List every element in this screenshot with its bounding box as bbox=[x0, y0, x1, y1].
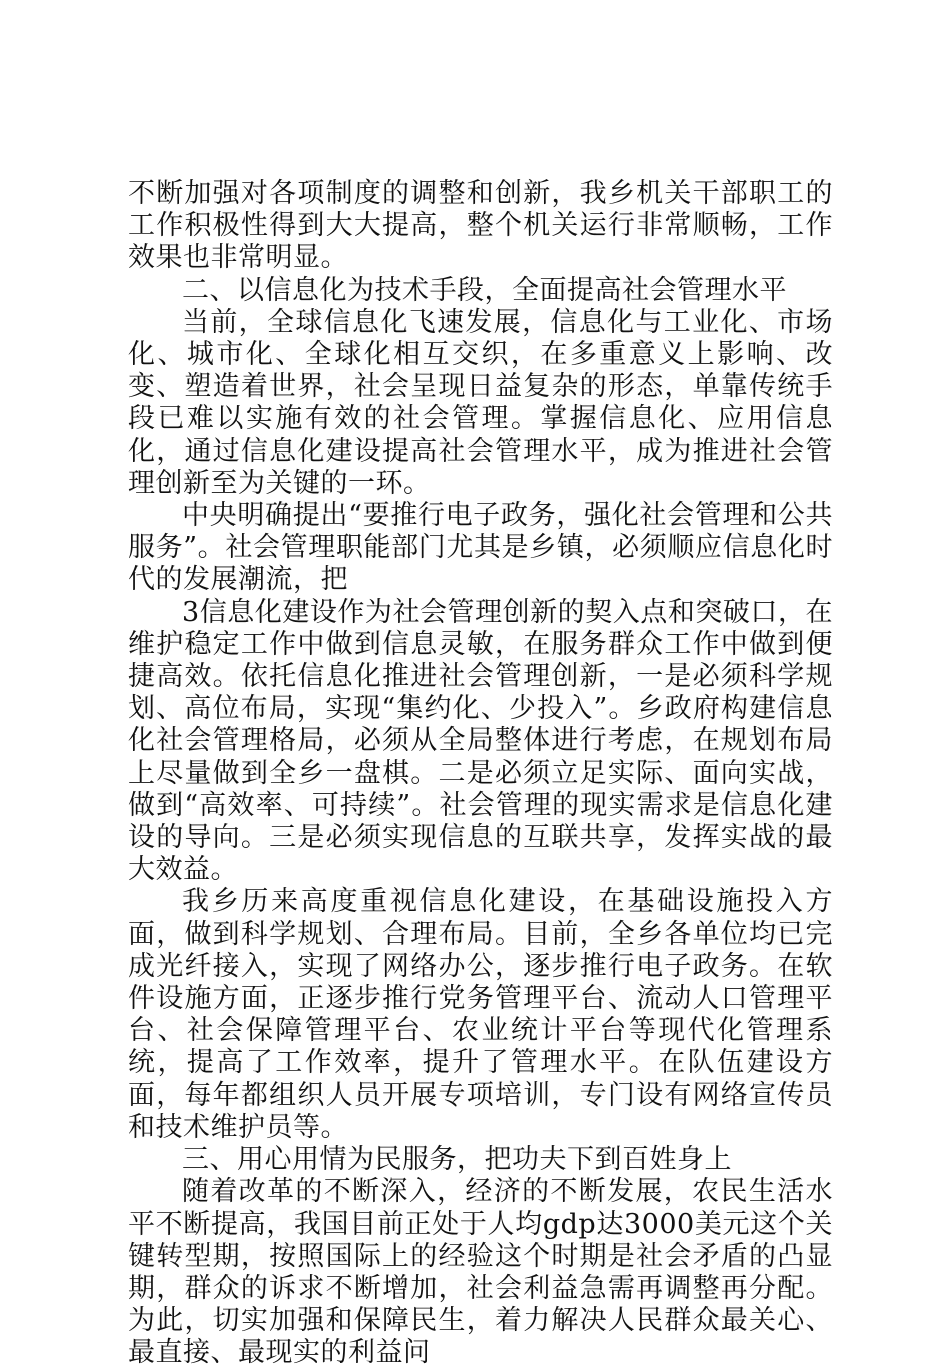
paragraph-central-policy: 中央明确提出“要推行电子政务，强化社会管理和公共服务”。社会管理职能部门尤其是乡镇，必须顺应信息化时代的发展潮流，把 bbox=[128, 500, 833, 596]
section-heading-2: 二、以信息化为技术手段，全面提高社会管理水平 bbox=[182, 274, 787, 306]
paragraph-continued: 不断加强对各项制度的调整和创新，我乡机关干部职工的工作积极性得到大大提高，整个机关运行非常顺畅，工作效果也非常明显。 bbox=[128, 178, 833, 274]
paragraph-township-progress: 我乡历来高度重视信息化建设，在基础设施投入方面，做到科学规划、合理布局。目前，全乡各单位均已完成光纤接入，实现了网络办公，逐步推行电子政务。在软件设施方面，正逐步推行党务管理平台、流动人口管理平台、社会保障管理平台、农业统计平台等现代化管理系统，提高了工作效率，提升了管理水平。在队伍建设方面，每年都组织人员开展专项培训，专门设有网络宣传员和技术维护员等。 bbox=[128, 886, 833, 1143]
paragraph-informatization-plan: 3信息化建设作为社会管理创新的契入点和突破口，在维护稳定工作中做到信息灵敏，在服务群众工作中做到便捷高效。依托信息化推进社会管理创新，一是必须科学规划、高位布局，实现“集约化、少投入”。乡政府构建信息化社会管理格局，必须从全局整体进行考虑，在规划布局上尽量做到全乡一盘棋。二是必须立足实际、面向实战，做到“高效率、可持续”。社会管理的现实需求是信息化建设的导向。三是必须实现信息的互联共享，发挥实战的最大效益。 bbox=[128, 596, 833, 886]
section-heading-3: 三、用心用情为民服务，把功夫下到百姓身上 bbox=[182, 1144, 732, 1176]
document-body bbox=[128, 178, 833, 1370]
paragraph-people-service: 随着改革的不断深入，经济的不断发展，农民生活水平不断提高，我国目前正处于人均gdp达3000美元这个关键转型期，按照国际上的经验这个时期是社会矛盾的凸显期，群众的诉求不断增加，社会利益急需再调整再分配。为此，切实加强和保障民生，着力解决人民群众最关心、最直接、最现实的利益问 bbox=[128, 1176, 833, 1369]
paragraph-informatization-intro: 当前，全球信息化飞速发展，信息化与工业化、市场化、城市化、全球化相互交织，在多重意义上影响、改变、塑造着世界，社会呈现日益复杂的形态，单靠传统手段已难以实施有效的社会管理。掌握信息化、应用信息化，通过信息化建设提高社会管理水平，成为推进社会管理创新至为关键的一环。 bbox=[128, 306, 833, 499]
